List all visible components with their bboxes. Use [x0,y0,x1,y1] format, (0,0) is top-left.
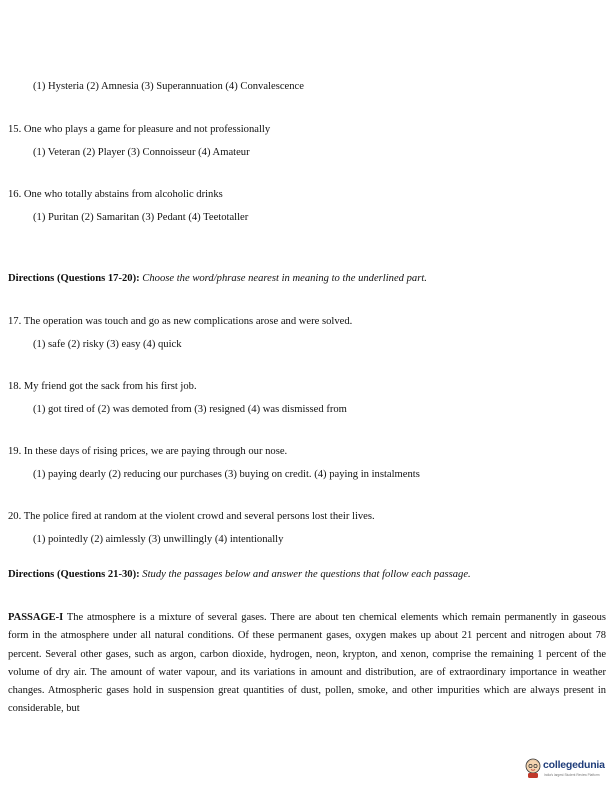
passage-text: The atmosphere is a mixture of several gases. There are about ten chemical elements which remain permanently in gaseous form in the atmosphere under all natural conditions. Of these permanent gases, oxygen makes up about 21 percent and nitrogen about 78 percent. Several other gases, such as argon, carbon dioxide, hydrogen, neon, krypton, and xenon, comprise the remaining 1 percent of the volume of dry air. The amount of water vapour, and its variations in amount and distribution, are of extraordinary importance in weather changes. Atmospheric gases hold in suspension great quantities of dust, pollen, smoke, and other impurities which are always present in considerable, but [8,612,606,715]
q16-options: (1) Puritan (2) Samaritan (3) Pedant (4) Teetotaller [33,212,249,223]
q20-options: (1) pointedly (2) aimlessly (3) unwillingly (4) intentionally [33,534,284,545]
q19-stem: 19. In these days of rising prices, we are paying through our nose. [8,446,288,457]
q19-options: (1) paying dearly (2) reducing our purchases (3) buying on credit. (4) paying in instalments [33,469,420,480]
passage-heading: PASSAGE-I [8,612,64,623]
q15-options: (1) Veteran (2) Player (3) Connoisseur (4) Amateur [33,147,250,158]
directions-label: Directions (Questions 17-20): [8,273,140,284]
q17-options: (1) safe (2) risky (3) easy (4) quick [33,339,182,350]
passage-1 [8,609,606,719]
logo-tagline: India's largest Student Review Platform [544,773,600,777]
directions-text: Study the passages below and answer the questions that follow each passage. [142,569,471,580]
q15-stem: 15. One who plays a game for pleasure and not professionally [8,124,271,135]
directions-text: Choose the word/phrase nearest in meaning to the underlined part. [142,273,427,284]
directions-17-20 [8,272,427,285]
student-mascot-icon [524,757,542,779]
q20-stem: 20. The police fired at random at the violent crowd and several persons lost their lives. [8,511,375,522]
collegedunia-logo [524,755,610,785]
q14-options: (1) Hysteria (2) Amnesia (3) Superannuation (4) Convalescence [33,81,304,92]
directions-label: Directions (Questions 21-30): [8,569,140,580]
q16-stem: 16. One who totally abstains from alcoholic drinks [8,189,223,200]
logo-name: collegedunia [543,759,605,771]
q17-stem: 17. The operation was touch and go as new complications arose and were solved. [8,316,353,327]
q18-options: (1) got tired of (2) was demoted from (3) resigned (4) was dismissed from [33,404,347,415]
directions-21-30 [8,568,471,581]
q18-stem: 18. My friend got the sack from his first job. [8,381,197,392]
